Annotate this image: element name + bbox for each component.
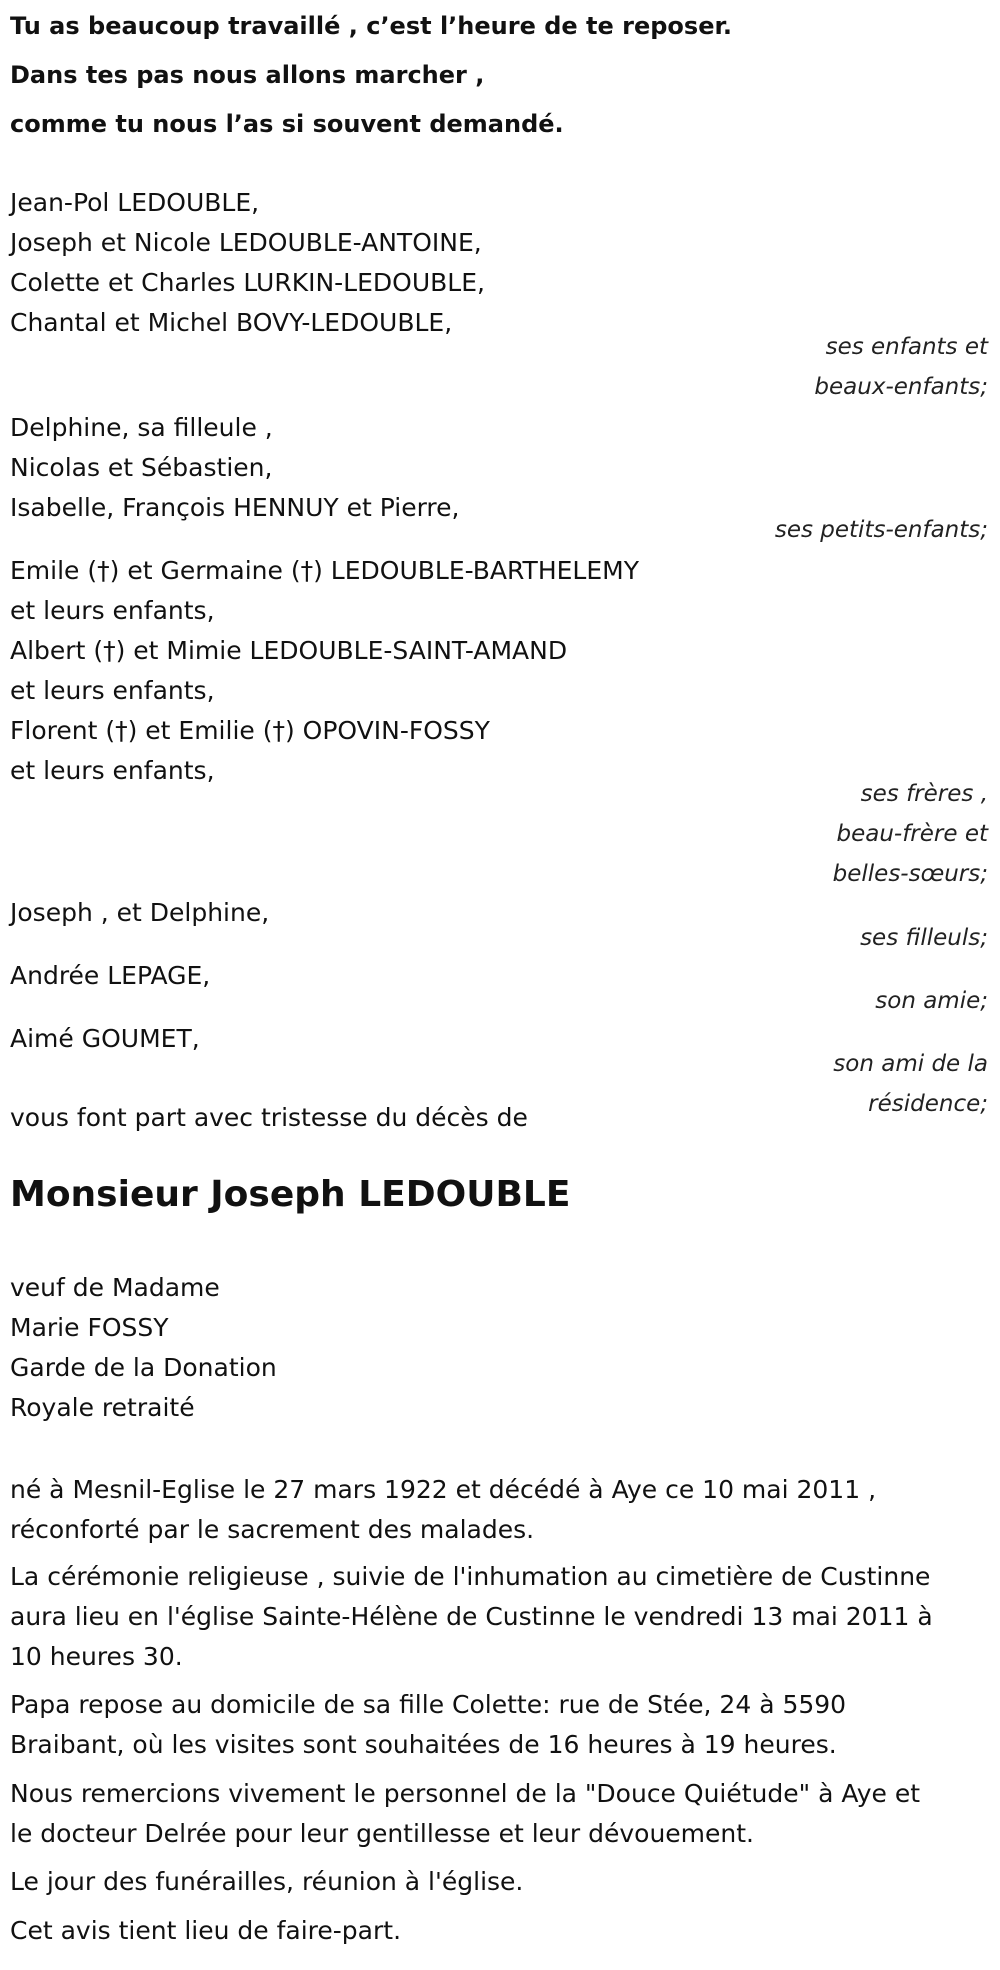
friend-role: son amie;: [875, 988, 988, 1014]
sibling-line-5: Florent (†) et Emilie (†) OPOVIN-FOSSY: [10, 716, 490, 745]
paragraph-1-line-2: réconforté par le sacrement des malades.: [10, 1515, 535, 1544]
announcement-text: vous font part avec tristesse du décès de: [10, 1103, 528, 1132]
child-line-2: Joseph et Nicole LEDOUBLE-ANTOINE,: [10, 228, 482, 257]
siblings-role-line-3: belles-sœurs;: [832, 861, 988, 887]
poem-line-2: Dans tes pas nous allons marcher ,: [10, 61, 485, 89]
grandchild-line-3: Isabelle, François HENNUY et Pierre,: [10, 493, 460, 522]
paragraph-3-line-2: Braibant, où les visites sont souhaitées de 16 heures à 19 heures.: [10, 1730, 837, 1759]
residence-friend-line: Aimé GOUMET,: [10, 1024, 200, 1053]
friend-line: Andrée LEPAGE,: [10, 961, 211, 990]
sibling-line-2: et leurs enfants,: [10, 596, 215, 625]
children-role-line-1: ses enfants et: [825, 334, 988, 360]
deceased-info-line-2: Marie FOSSY: [10, 1313, 169, 1342]
paragraph-1-line-1: né à Mesnil-Eglise le 27 mars 1922 et décédé à Aye ce 10 mai 2011 ,: [10, 1475, 877, 1504]
paragraph-2-line-3: 10 heures 30.: [10, 1642, 183, 1671]
sibling-line-6: et leurs enfants,: [10, 756, 215, 785]
poem-line-3: comme tu nous l’as si souvent demandé.: [10, 110, 564, 138]
paragraph-4-line-1: Nous remercions vivement le personnel de la "Douce Quiétude" à Aye et: [10, 1779, 921, 1808]
deceased-name: Monsieur Joseph LEDOUBLE: [10, 1174, 571, 1215]
grandchild-line-1: Delphine, sa filleule ,: [10, 413, 273, 442]
paragraph-4-line-2: le docteur Delrée pour leur gentillesse et leur dévouement.: [10, 1819, 754, 1848]
child-line-4: Chantal et Michel BOVY-LEDOUBLE,: [10, 308, 453, 337]
grandchild-line-2: Nicolas et Sébastien,: [10, 453, 273, 482]
deceased-info-line-3: Garde de la Donation: [10, 1353, 277, 1382]
children-role-line-2: beaux-enfants;: [814, 374, 988, 400]
poem-line-1: Tu as beaucoup travaillé , c’est l’heure de te reposer.: [10, 12, 733, 40]
child-line-3: Colette et Charles LURKIN-LEDOUBLE,: [10, 268, 485, 297]
sibling-line-1: Emile (†) et Germaine (†) LEDOUBLE-BARTHELEMY: [10, 556, 639, 585]
paragraph-2-line-1: La cérémonie religieuse , suivie de l'inhumation au cimetière de Custinne: [10, 1562, 931, 1591]
deceased-info-line-1: veuf de Madame: [10, 1273, 220, 1302]
residence-friend-role-line-1: son ami de la: [833, 1051, 988, 1077]
paragraph-3-line-1: Papa repose au domicile de sa fille Colette: rue de Stée, 24 à 5590: [10, 1690, 847, 1719]
godchildren-line: Joseph , et Delphine,: [10, 898, 270, 927]
residence-friend-role-line-2: résidence;: [868, 1091, 988, 1117]
sibling-line-3: Albert (†) et Mimie LEDOUBLE-SAINT-AMAND: [10, 636, 568, 665]
godchildren-role: ses filleuls;: [860, 925, 988, 951]
paragraph-6-line-1: Cet avis tient lieu de faire-part.: [10, 1916, 402, 1945]
paragraph-5-line-1: Le jour des funérailles, réunion à l'église.: [10, 1867, 524, 1896]
siblings-role-line-2: beau-frère et: [836, 821, 988, 847]
paragraph-2-line-2: aura lieu en l'église Sainte-Hélène de Custinne le vendredi 13 mai 2011 à: [10, 1602, 933, 1631]
child-line-1: Jean-Pol LEDOUBLE,: [10, 188, 260, 217]
sibling-line-4: et leurs enfants,: [10, 676, 215, 705]
deceased-info-line-4: Royale retraité: [10, 1393, 195, 1422]
grandchildren-role: ses petits-enfants;: [774, 517, 988, 543]
siblings-role-line-1: ses frères ,: [860, 781, 988, 807]
